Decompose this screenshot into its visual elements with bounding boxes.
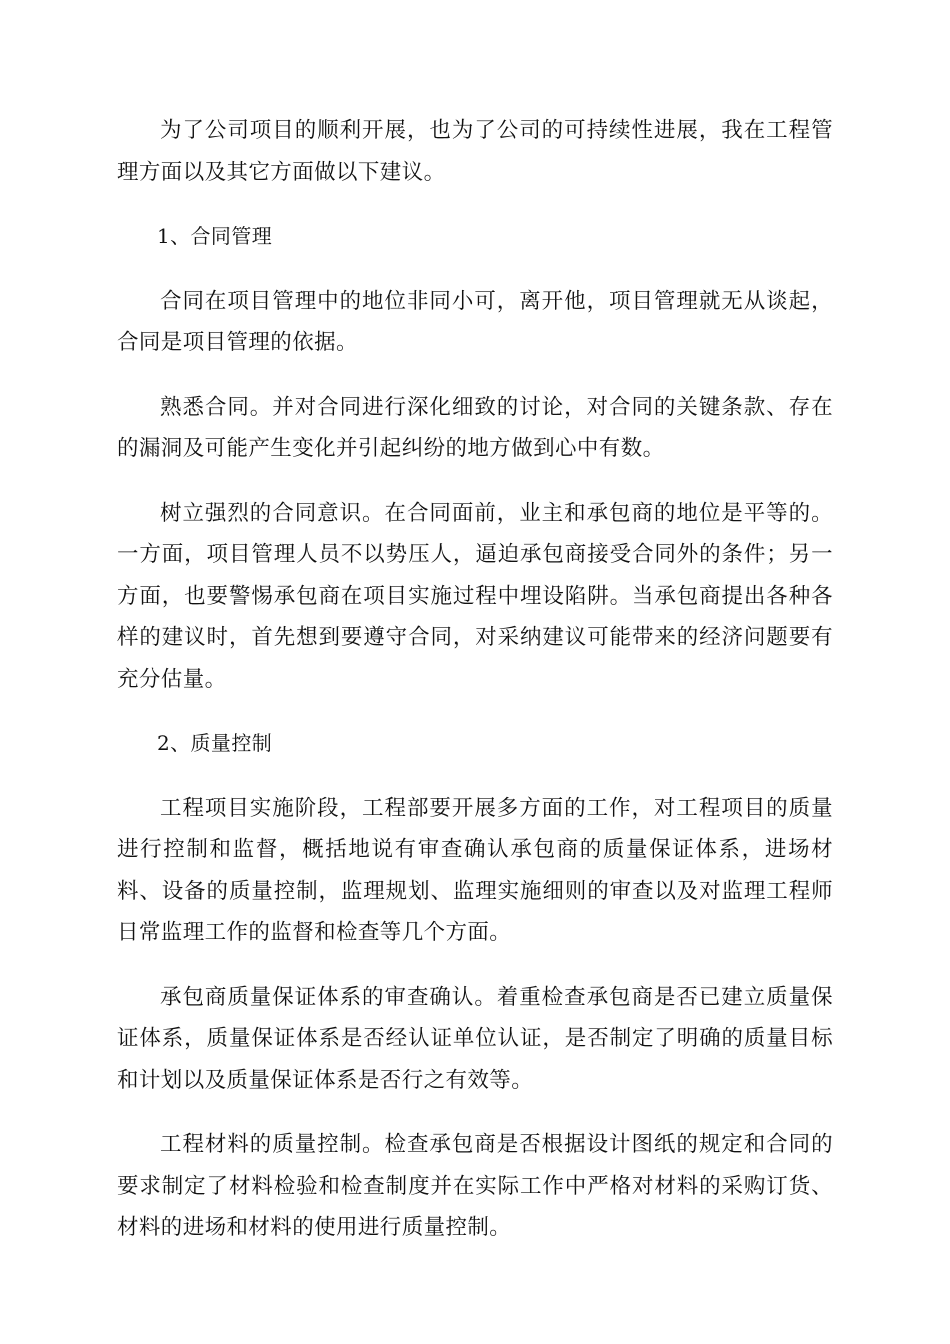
quality-paragraph-2: 承包商质量保证体系的审查确认。着重检查承包商是否已建立质量保证体系，质量保证体系是否经认证单位认证，是否制定了明确的质量目标和计划以及质量保证体系是否行之有效等。 xyxy=(117,984,833,1093)
quality-paragraph-1: 工程项目实施阶段，工程部要开展多方面的工作，对工程项目的质量进行控制和监督，概括地说有审查确认承包商的质量保证体系，进场材料、设备的质量控制，监理规划、监理实施细则的审查以及对监理工程师日常监理工作的监督和检查等几个方面。 xyxy=(117,795,833,945)
section-heading-contract: 1、合同管理 xyxy=(157,224,273,248)
section-heading-quality: 2、质量控制 xyxy=(157,731,273,755)
contract-paragraph-1: 合同在项目管理中的地位非同小可，离开他，项目管理就无从谈起，合同是项目管理的依据。 xyxy=(117,288,833,355)
quality-paragraph-3: 工程材料的质量控制。检查承包商是否根据设计图纸的规定和合同的要求制定了材料检验和检查制度并在实际工作中严格对材料的采购订货、材料的进场和材料的使用进行质量控制。 xyxy=(117,1132,833,1240)
intro-paragraph: 为了公司项目的顺利开展，也为了公司的可持续性进展，我在工程管理方面以及其它方面做以下建议。 xyxy=(117,118,833,185)
document-body xyxy=(117,110,833,1272)
contract-paragraph-2: 熟悉合同。并对合同进行深化细致的讨论，对合同的关键条款、存在的漏洞及可能产生变化并引起纠纷的地方做到心中有数。 xyxy=(117,394,833,461)
contract-paragraph-3: 树立强烈的合同意识。在合同面前，业主和承包商的地位是平等的。一方面，项目管理人员不以势压人，逼迫承包商接受合同外的条件；另一方面，也要警惕承包商在项目实施过程中埋设陷阱。当承包商提出各种各样的建议时，首先想到要遵守合同，对采纳建议可能带来的经济问题要有充分估量。 xyxy=(117,500,833,692)
